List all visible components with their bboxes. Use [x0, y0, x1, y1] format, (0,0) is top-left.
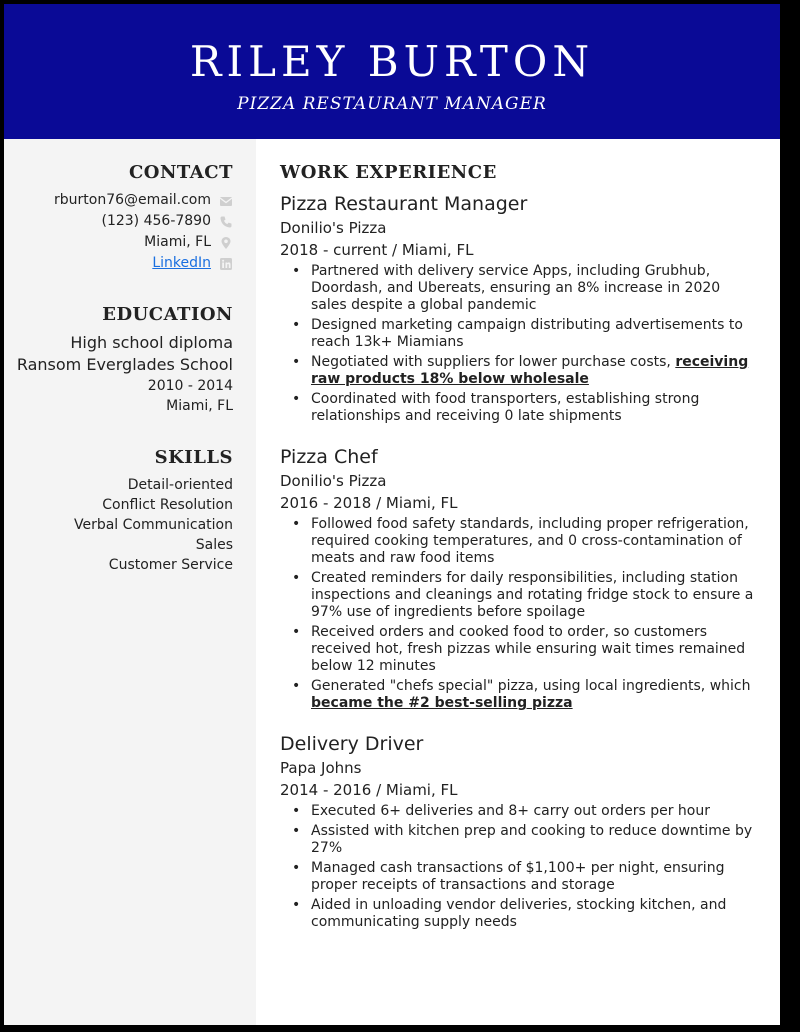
- job-bullet: • Created reminders for daily responsibilities, including station inspections and cleanings and rotating fridge stock to ensure a 97% use of ingredients before spoilage: [290, 570, 760, 621]
- highlight-text: became the #2 best-selling pizza: [311, 695, 573, 711]
- job-bullet: • Negotiated with suppliers for lower purchase costs, receiving raw products 18% below wholesale: [290, 354, 760, 388]
- job-title: Pizza Restaurant Manager: [280, 193, 528, 215]
- highlight-text: receiving raw products 18% below wholesale: [311, 354, 749, 387]
- linkedin-link[interactable]: LinkedIn: [152, 255, 211, 271]
- sidebar: [4, 139, 256, 1025]
- job-bullet: • Coordinated with food transporters, establishing strong relationships and receiving 0 late shipments: [290, 391, 760, 425]
- linkedin-icon: [219, 257, 233, 271]
- job-bullet: • Generated "chefs special" pizza, using local ingredients, which became the #2 best-selling pizza: [290, 678, 760, 712]
- job-company: Donilio's Pizza: [280, 219, 387, 237]
- skills-heading: SKILLS: [154, 447, 233, 468]
- contact-section: [4, 161, 233, 274]
- phone-text: (123) 456-7890: [101, 213, 211, 229]
- header-banner: [4, 4, 780, 139]
- job-dates-location: 2014 - 2016 / Miami, FL: [280, 781, 458, 799]
- map-pin-icon: [219, 236, 233, 250]
- job-bullet: • Assisted with kitchen prep and cooking to reduce downtime by 27%: [290, 823, 760, 857]
- job-entry: [280, 191, 760, 428]
- linkedin-row: [4, 253, 233, 274]
- job-entry: [280, 444, 760, 715]
- education-heading: EDUCATION: [102, 304, 233, 325]
- job-bullet: • Received orders and cooked food to order, so customers received hot, fresh pizzas while ensuring wait times remained below 12 minutes: [290, 624, 760, 675]
- location-text: Miami, FL: [144, 234, 211, 250]
- education-location: Miami, FL: [166, 398, 233, 414]
- job-dates-location: 2018 - current / Miami, FL: [280, 241, 474, 259]
- job-bullet: • Managed cash transactions of $1,100+ per night, ensuring proper receipts of transactions and storage: [290, 860, 760, 894]
- skill-item: Sales: [195, 537, 233, 553]
- envelope-icon: [219, 194, 233, 208]
- location-row: [4, 232, 233, 253]
- education-years: 2010 - 2014: [147, 378, 233, 394]
- candidate-name: RILEY BURTON: [189, 37, 595, 86]
- job-bullet: • Executed 6+ deliveries and 8+ carry out orders per hour: [290, 803, 760, 820]
- job-bullet: • Followed food safety standards, including proper refrigeration, required cooking temperatures, and 0 cross-contamination of meats and raw food items: [290, 516, 760, 567]
- job-title: Delivery Driver: [280, 733, 424, 755]
- phone-icon: [219, 215, 233, 229]
- email-row: [4, 190, 233, 211]
- education-section: [4, 303, 233, 416]
- email-text: rburton76@email.com: [54, 192, 211, 208]
- job-entry: [280, 731, 760, 934]
- contact-heading: CONTACT: [128, 162, 233, 183]
- candidate-title: PIZZA RESTAURANT MANAGER: [237, 94, 547, 114]
- education-degree: High school diploma: [70, 333, 233, 352]
- job-company: Papa Johns: [280, 759, 362, 777]
- job-bullet: • Aided in unloading vendor deliveries, stocking kitchen, and communicating supply needs: [290, 897, 760, 931]
- job-bullets: [290, 803, 760, 931]
- job-title: Pizza Chef: [280, 446, 378, 468]
- job-dates-location: 2016 - 2018 / Miami, FL: [280, 494, 458, 512]
- job-bullets: [290, 263, 760, 425]
- skill-item: Detail-oriented: [127, 477, 233, 493]
- resume-page: [4, 4, 780, 1025]
- skill-item: Customer Service: [108, 557, 233, 573]
- phone-row: [4, 211, 233, 232]
- work-experience-heading: WORK EXPERIENCE: [280, 162, 497, 183]
- skill-item: Verbal Communication: [73, 517, 233, 533]
- job-company: Donilio's Pizza: [280, 472, 387, 490]
- job-bullet: • Designed marketing campaign distributing advertisements to reach 13k+ Miamians: [290, 317, 760, 351]
- skills-section: [4, 446, 233, 575]
- job-bullet: • Partnered with delivery service Apps, including Grubhub, Doordash, and Ubereats, ensuring an 8% increase in 2020 sales despite a global pandemic: [290, 263, 760, 314]
- job-bullets: [290, 516, 760, 712]
- education-school: Ransom Everglades School: [16, 355, 233, 374]
- skill-item: Conflict Resolution: [102, 497, 233, 513]
